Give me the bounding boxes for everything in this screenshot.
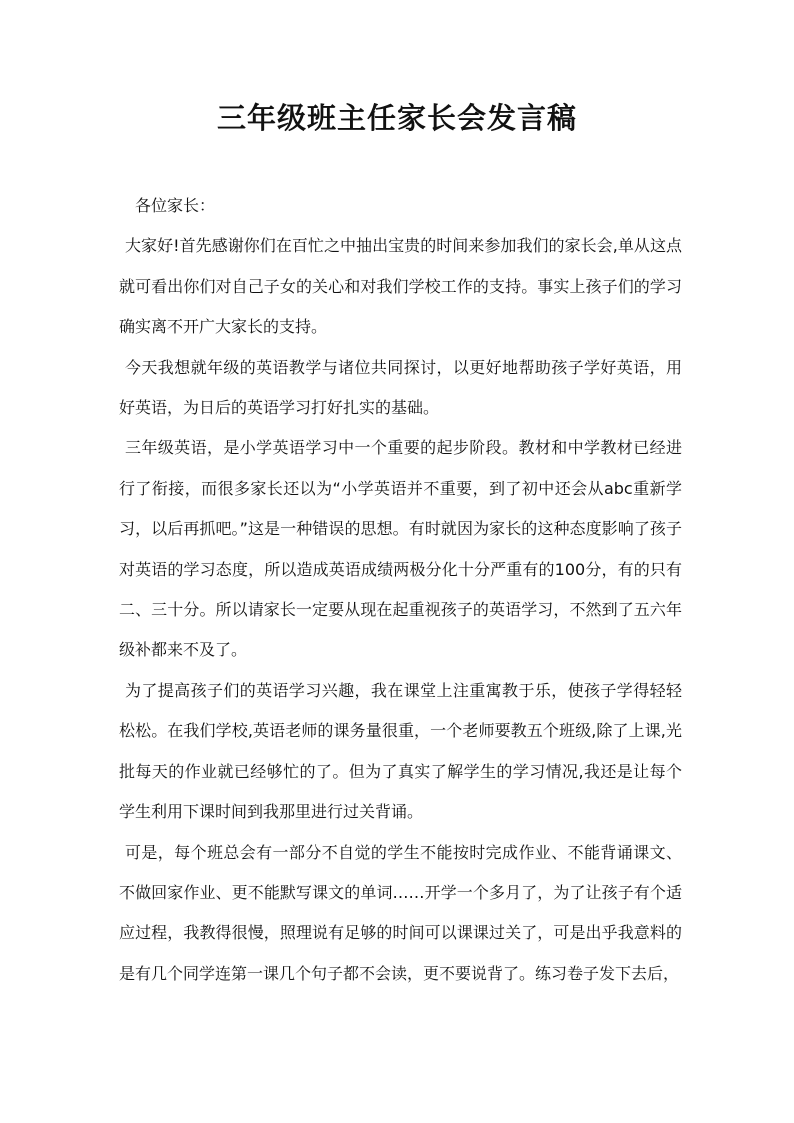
paragraph-5: 可是，每个班总会有一部分不自觉的学生不能按时完成作业、不能背诵课文、不做回家作业、更不能默写课文的单词……开学一个多月了，为了让孩子有个适应过程，我教得很慢，照理说有足够的时间可以课课过关了，可是出乎我意料的是有几个同学连第一课几个句子都不会读，更不要说背了。练习卷子发下去后， [119,842,682,983]
salutation: 各位家长： [135,196,216,215]
paragraph-3: 三年级英语，是小学英语学习中一个重要的起步阶段。教材和中学教材已经进行了衔接，而很多家长还以为“小学英语并不重要，到了初中还会从abc重新学习，以后再抓吧。”这是一种错误的思想。有时就因为家长的这种态度影响了孩子对英语的学习态度，所以造成英语成绩两极分化十分严重有的100分，有的只有二、三十分。所以请家长一定要从现在起重视孩子的英语学习，不然到了五六年级补都来不及了。 [119,438,682,660]
paragraph-1: 大家好!首先感谢你们在百忙之中抽出宝贵的时间来参加我们的家长会,单从这点就可看出你们对自己子女的关心和对我们学校工作的支持。事实上孩子们的学习确实离不开广大家长的支持。 [119,236,682,337]
paragraph-2: 今天我想就年级的英语教学与诸位共同探讨，以更好地帮助孩子学好英语，用好英语，为日后的英语学习打好扎实的基础。 [119,357,682,418]
paragraph-4: 为了提高孩子们的英语学习兴趣，我在课堂上注重寓教于乐，使孩子学得轻轻松松。在我们学校,英语老师的课务量很重，一个老师要教五个班级,除了上课,光批每天的作业就已经够忙的了。但为了真实了解学生的学习情况,我还是让每个学生利用下课时间到我那里进行过关背诵。 [119,680,682,822]
document-body [119,186,682,994]
document-title: 三年级班主任家长会发言稿 [216,101,577,135]
